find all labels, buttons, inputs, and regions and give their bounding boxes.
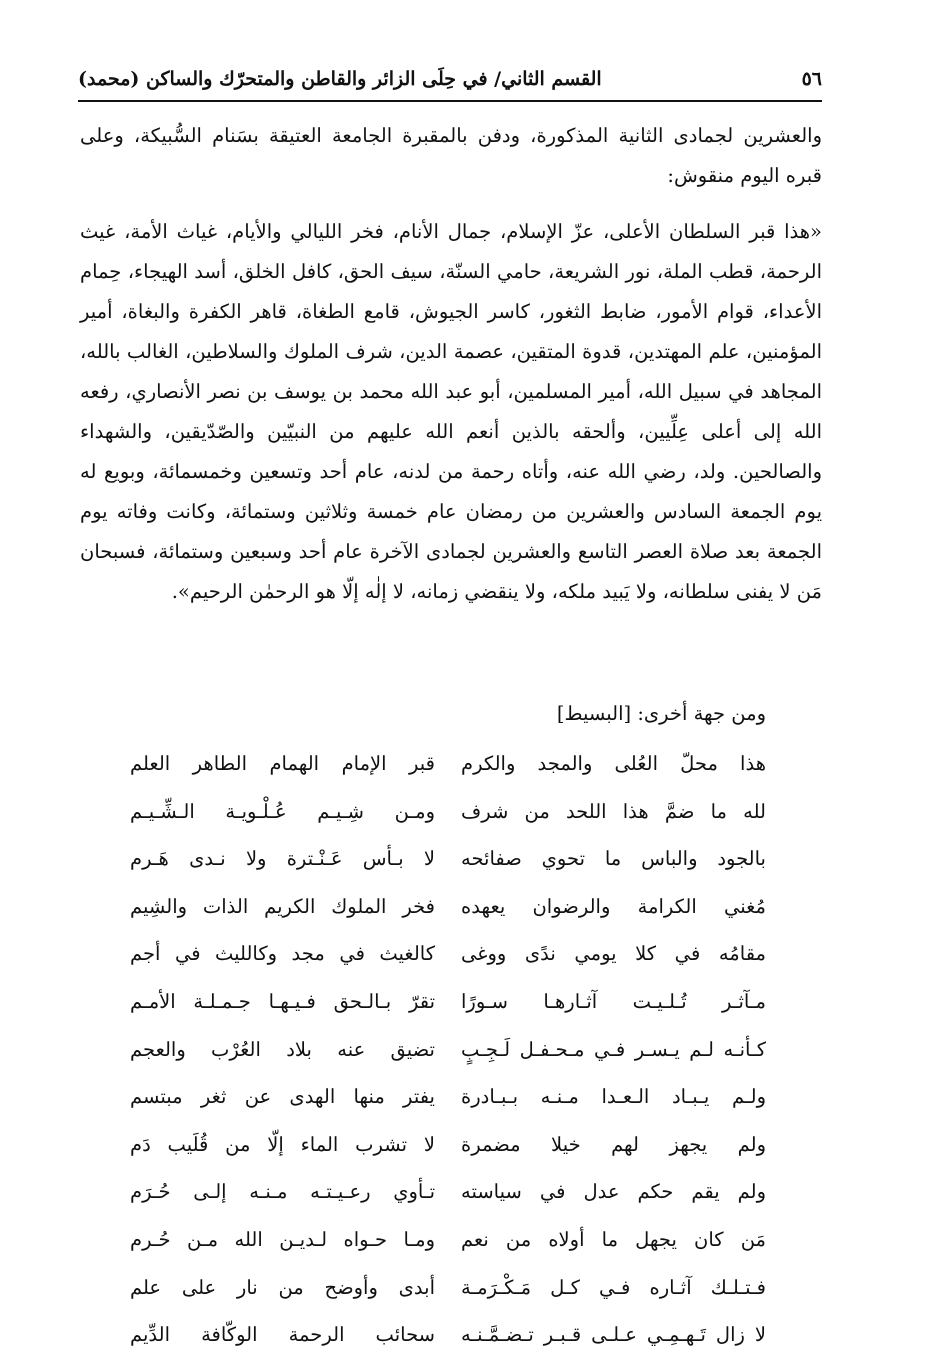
poem-verse <box>130 1125 766 1173</box>
verse-second-hemistich: فخر الملوك الكريم الذات والشِيم <box>130 894 435 918</box>
verse-second-hemistich: ومـن شِـيـم عُـلْـويـة الـشِّـيـم <box>130 799 435 823</box>
verse-first-hemistich: مَن كان يجهل ما أولاه من نعم <box>461 1227 766 1251</box>
verse-first-hemistich: هذا محلّ العُلى والمجد والكرم <box>461 752 766 775</box>
verse-first-hemistich: بالجود والباس ما تحوي صفائحه <box>461 847 766 871</box>
verse-first-hemistich: ولـم يـبـاد الـعـدا مـنـه بـبـادرة <box>461 1085 766 1109</box>
verse-first-hemistich: فـتـلـك آثـاره فـي كـل مَـكْـرَمـة <box>461 1275 766 1299</box>
verse-first-hemistich: ولم يقم حكم عدل في سياسته <box>461 1180 766 1204</box>
verse-second-hemistich: لا تشرب الماء إلّا من قُلَيب دَم <box>130 1132 435 1156</box>
poem-verse <box>130 1030 766 1078</box>
poem-title: ومن جهة أخرى: [البسيط] <box>556 702 766 725</box>
verse-second-hemistich: لا بـأس عَـنْـترة ولا نـدى هَـرم <box>130 847 435 871</box>
verse-first-hemistich: مقامُه في كلا يومي ندًى ووغى <box>461 942 766 966</box>
verse-first-hemistich: لا زال تَـهـمِـي عـلـى قـبـر تـضـمَّـنـه <box>461 1323 766 1347</box>
poem-verse <box>130 1172 766 1220</box>
verse-first-hemistich: كـأنـه لـم يـسـر فـي مـحـفـل لَـجِـبٍ <box>461 1037 766 1061</box>
poem-verse <box>130 887 766 935</box>
verse-first-hemistich: مُغني الكرامة والرضوان يعهده <box>461 894 766 918</box>
page-number: ٥٦ <box>801 68 822 90</box>
verse-second-hemistich: كالغيث في مجد وكالليث في أجم <box>130 942 435 966</box>
poem-verse <box>130 1077 766 1125</box>
poem-verse <box>130 792 766 840</box>
inscription-paragraph: «هذا قبر السلطان الأعلى، عزّ الإسلام، جمال الأنام، فخر الليالي والأيام، غياث الأمة، غيث الرحمة، قطب الملة، نور الشريعة، حامي السنّة، سيف الحق، كافل الخلق، أسد الهيجاء، حِمام الأعداء، قوام الأمور، ضابط الثغور، كاسر الجيوش، قامع الطغاة، قاهر الكفرة والبغاة، أمير المؤمنين، علم المهتدين، قدوة المتقين، عصمة الدين، شرف الملوك والسلاطين، الغالب بالله، المجاهد في سبيل الله، أمير المسلمين، أبو عبد الله محمد بن يوسف بن نصر الأنصاري، رفعه الله إلى أعلى عِلِّيين، وألحقه بالذين أنعم الله عليهم من النبيّين والصّدّيقين، والشهداء والصالحين. ولد، رضي الله عنه، وأتاه رحمة من لدنه، عام أحد وتسعين وخمسمائة، وبويع له يوم الجمعة السادس والعشرين من رمضان عام خمسة وثلاثين وستمائة، وكانت وفاته يوم الجمعة بعد صلاة العصر التاسع والعشرين لجمادى الآخرة عام أحد وسبعين وستمائة، فسبحان مَن لا يفنى سلطانه، ولا يَبيد ملكه، ولا ينقضي زمانه، لا إلٰه إلّا هو الرحمٰن الرحيم». <box>80 220 822 603</box>
poem-verse <box>130 744 766 792</box>
poem-verse <box>130 1315 766 1363</box>
poem-verse <box>130 1268 766 1316</box>
page-header <box>78 62 822 96</box>
verse-second-hemistich: يفتر منها الهدى عن ثغر مبتسم <box>130 1085 435 1109</box>
poem-verse <box>130 839 766 887</box>
verse-second-hemistich: تـأوي رعـيـتـه مـنـه إلـى حُـرَم <box>130 1180 435 1204</box>
intro-paragraph: والعشرين لجمادى الثانية المذكورة، ودفن بالمقبرة الجامعة العتيقة بسَنام السُّبيكة، وعلى قبره اليوم منقوش: <box>80 124 822 187</box>
verse-second-hemistich: سحائب الرحمة الوكّافة الدِّيم <box>130 1323 435 1347</box>
poem <box>130 744 766 1363</box>
body-text <box>80 116 822 612</box>
running-title: القسم الثاني/ في حِلَى الزائر والقاطن والمتحرّك والساكن (محمد) <box>78 68 602 90</box>
verse-second-hemistich: تقرّ بـالـحق فـيـهـا جـمـلـة الأمـم <box>130 989 435 1013</box>
verse-second-hemistich: أبدى وأوضح من نار على علم <box>130 1275 435 1299</box>
poem-verse <box>130 1220 766 1268</box>
header-divider <box>78 100 822 102</box>
verse-first-hemistich: مـآثـر تُـلـيـت آثـارهـا سـورًا <box>461 989 766 1013</box>
verse-second-hemistich: تضيق عنه بلاد العُرْب والعجم <box>130 1037 435 1061</box>
poem-verse <box>130 934 766 982</box>
verse-second-hemistich: قبر الإمام الهمام الطاهر العلم <box>130 752 435 775</box>
poem-verse <box>130 982 766 1030</box>
verse-first-hemistich: لله ما ضمَّ هذا اللحد من شرف <box>461 799 766 823</box>
verse-second-hemistich: ومـا حـواه لـديـن الله مـن حُـرم <box>130 1227 435 1251</box>
verse-first-hemistich: ولم يجهز لهم خيلا مضمرة <box>461 1132 766 1156</box>
